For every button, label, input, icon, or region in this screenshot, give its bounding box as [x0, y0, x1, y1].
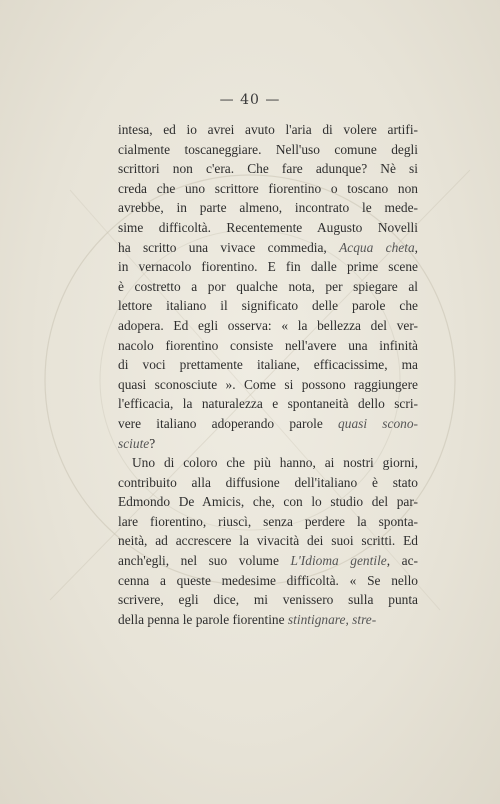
italic-text: L'Idioma gentile: [290, 553, 387, 569]
text-line: [118, 120, 418, 140]
text-segment: ,: [414, 239, 418, 255]
text-line: [118, 590, 418, 610]
text-line: [118, 179, 418, 199]
text-line: [118, 551, 418, 571]
text-segment: Uno di coloro che più hanno, ai nostri giorni,: [132, 455, 418, 471]
text-line: [118, 414, 418, 434]
text-segment: in vernacolo fiorentino. E fin dalle prime scene: [118, 259, 418, 275]
text-line: [118, 198, 418, 218]
text-segment: cenna a queste medesime difficoltà. « Se nello: [118, 572, 418, 588]
text-line: [118, 434, 418, 454]
text-line: [118, 336, 418, 356]
text-line: [118, 277, 418, 297]
text-segment: l'efficacia, la naturalezza e spontaneità dello scri-: [118, 396, 418, 412]
text-segment: ?: [149, 435, 156, 451]
text-segment: Edmondo De Amicis, che, con lo studio del par-: [118, 494, 418, 510]
text-line: [118, 296, 418, 316]
text-line: [118, 394, 418, 414]
text-segment: intesa, ed io avrei avuto l'aria di volere artifi-: [118, 122, 418, 137]
text-line: [118, 375, 418, 395]
text-segment: neità, ad accrescere la vivacità dei suoi scritti. Ed: [118, 533, 418, 549]
text-segment: cialmente toscaneggiare. Nell'uso comune degli: [118, 141, 418, 157]
italic-text: stintignare, stre-: [287, 611, 377, 627]
text-line: [118, 140, 418, 160]
italic-text: quasi scono-: [338, 415, 418, 431]
text-line: [118, 159, 418, 179]
italic-text: sciute: [118, 435, 150, 451]
text-line: [118, 571, 418, 591]
text-line: [118, 492, 418, 512]
text-segment: quasi sconosciute ». Come si possono raggiungere: [118, 376, 418, 392]
text-segment: vere italiano adoperando parole: [118, 415, 339, 431]
text-line: [118, 610, 418, 630]
text-segment: creda che uno scrittore fiorentino o toscano non: [118, 180, 418, 196]
text-line: [118, 453, 418, 473]
text-segment: , ac-: [386, 553, 418, 569]
text-segment: contribuito alla diffusione dell'italiano è stato: [118, 474, 418, 490]
text-line: [118, 512, 418, 532]
text-segment: sime difficoltà. Recentemente Augusto Novelli: [118, 219, 418, 235]
text-segment: scrittori non c'era. Che fare adunque? Nè si: [118, 161, 418, 177]
text-segment: di voci prettamente italiane, efficacissime, ma: [118, 357, 418, 373]
text-line: [118, 218, 418, 238]
text-segment: è costretto a por qualche nota, per spiegare al: [118, 278, 418, 294]
text-line: [118, 257, 418, 277]
text-line: [118, 531, 418, 551]
text-segment: lare fiorentino, riuscì, senza perdere la sponta-: [118, 513, 418, 529]
italic-text: Acqua cheta: [339, 239, 415, 255]
text-line: [118, 316, 418, 336]
text-segment: adopera. Ed egli osserva: « la bellezza del ver-: [118, 317, 418, 333]
page-number: — 40 —: [219, 92, 281, 108]
text-line: [118, 473, 418, 493]
text-line: [118, 355, 418, 375]
body-text: [118, 120, 418, 629]
text-segment: avrebbe, in parte almeno, incontrato le mede-: [118, 200, 418, 216]
text-segment: nacolo fiorentino consiste nell'avere una infinità: [118, 337, 418, 353]
text-segment: scrivere, egli dice, mi venissero sulla punta: [118, 592, 418, 608]
text-segment: anch'egli, nel suo volume: [118, 553, 291, 569]
text-segment: ha scritto una vivace commedia,: [118, 239, 340, 255]
text-segment: della penna le parole fiorentine: [118, 611, 288, 627]
text-line: [118, 238, 418, 258]
text-segment: lettore italiano il significato delle parole che: [118, 298, 418, 314]
